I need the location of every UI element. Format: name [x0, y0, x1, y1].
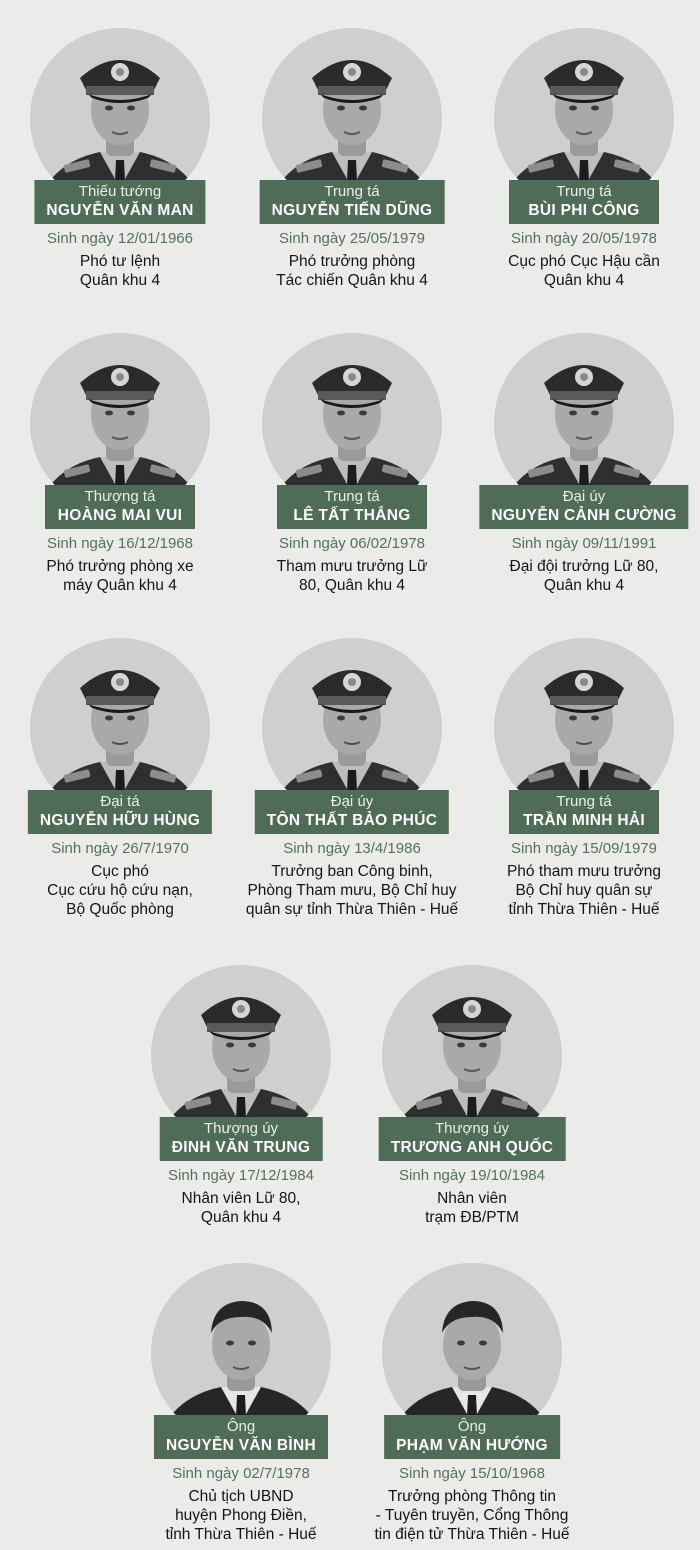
- position-title: Đại đội trưởng Lữ 80, Quân khu 4: [509, 558, 659, 594]
- birth-date: Sinh ngày 13/4/1986: [283, 840, 421, 857]
- nameplate: [509, 180, 659, 224]
- person-name: HOÀNG MAI VUI: [57, 507, 183, 524]
- nameplate: [28, 790, 212, 834]
- birth-date: Sinh ngày 15/10/1968: [399, 1465, 545, 1482]
- birth-date: Sinh ngày 26/7/1970: [51, 840, 189, 857]
- person-name: LÊ TẤT THẮNG: [293, 507, 411, 524]
- person-name: NGUYỄN HỮU HÙNG: [39, 812, 201, 829]
- birth-date: Sinh ngày 06/02/1978: [279, 535, 425, 552]
- nameplate: [45, 485, 195, 529]
- rank-label: Đại úy: [562, 488, 606, 505]
- rank-label: Trung tá: [556, 793, 612, 810]
- birth-date: Sinh ngày 25/05/1979: [279, 230, 425, 247]
- person-card: [362, 1263, 582, 1543]
- rank-label: Trung tá: [324, 183, 380, 200]
- person-card: [474, 333, 694, 613]
- nameplate: [260, 180, 445, 224]
- rank-label: Thượng úy: [203, 1120, 279, 1137]
- person-card: [242, 333, 462, 613]
- position-title: Nhân viên Lữ 80, Quân khu 4: [181, 1190, 301, 1226]
- person-name: NGUYỄN VĂN MAN: [46, 202, 194, 219]
- position-title: Nhân viên trạm ĐB/PTM: [425, 1190, 519, 1226]
- person-name: TRƯƠNG ANH QUỐC: [390, 1139, 554, 1156]
- position-title: Trưởng phòng Thông tin - Tuyên truyền, Cổng Thông tin điện tử Thừa Thiên - Huế: [374, 1488, 570, 1543]
- person-card: [131, 1263, 351, 1543]
- birth-date: Sinh ngày 02/7/1978: [172, 1465, 310, 1482]
- nameplate: [384, 1415, 560, 1459]
- person-name: NGUYỄN TIẾN DŨNG: [271, 202, 433, 219]
- birth-date: Sinh ngày 12/01/1966: [47, 230, 193, 247]
- rank-label: Ông: [226, 1418, 256, 1435]
- rank-label: Thượng úy: [434, 1120, 510, 1137]
- birth-date: Sinh ngày 17/12/1984: [168, 1167, 314, 1184]
- position-title: Tham mưu trưởng Lữ 80, Quân khu 4: [276, 558, 428, 594]
- rank-label: Trung tá: [324, 488, 380, 505]
- position-title: Phó trưởng phòng Tác chiến Quân khu 4: [276, 253, 428, 289]
- birth-date: Sinh ngày 15/09/1979: [511, 840, 657, 857]
- person-name: ĐINH VĂN TRUNG: [171, 1139, 311, 1156]
- nameplate: [277, 485, 427, 529]
- person-name: BÙI PHI CÔNG: [528, 202, 640, 219]
- position-title: Cục phó Cục cứu hộ cứu nạn, Bộ Quốc phòng: [47, 863, 193, 918]
- person-name: NGUYỄN CẢNH CƯỜNG: [491, 507, 677, 524]
- rank-label: Thiếu tướng: [78, 183, 162, 200]
- birth-date: Sinh ngày 16/12/1968: [47, 535, 193, 552]
- person-card: [474, 28, 694, 308]
- nameplate: [379, 1117, 566, 1161]
- position-title: Chủ tịch UBND huyện Phong Điền, tỉnh Thừa Thiên - Huế: [165, 1488, 317, 1543]
- rank-label: Đại tá: [100, 793, 140, 810]
- person-card: [362, 965, 582, 1245]
- birth-date: Sinh ngày 09/11/1991: [511, 535, 657, 552]
- rank-label: Trung tá: [556, 183, 612, 200]
- nameplate: [160, 1117, 323, 1161]
- person-card: [10, 28, 230, 308]
- person-card: [242, 638, 462, 918]
- person-card: [242, 28, 462, 308]
- nameplate: [509, 790, 659, 834]
- nameplate: [34, 180, 205, 224]
- position-title: Phó tham mưu trưởng Bộ Chỉ huy quân sự tỉnh Thừa Thiên - Huế: [506, 863, 662, 918]
- birth-date: Sinh ngày 20/05/1978: [511, 230, 657, 247]
- person-card: [474, 638, 694, 918]
- person-name: TRẦN MINH HẢI: [523, 812, 645, 829]
- position-title: Trưởng ban Công binh, Phòng Tham mưu, Bộ Chỉ huy quân sự tỉnh Thừa Thiên - Huế: [245, 863, 459, 918]
- person-name: TÔN THẤT BẢO PHÚC: [266, 812, 438, 829]
- person-name: PHẠM VĂN HƯỚNG: [396, 1437, 548, 1454]
- nameplate: [154, 1415, 328, 1459]
- rank-label: Thượng tá: [84, 488, 156, 505]
- position-title: Phó trưởng phòng xe máy Quân khu 4: [46, 558, 194, 594]
- person-name: NGUYỄN VĂN BÌNH: [165, 1437, 317, 1454]
- nameplate: [255, 790, 449, 834]
- birth-date: Sinh ngày 19/10/1984: [399, 1167, 545, 1184]
- rank-label: Đại úy: [330, 793, 374, 810]
- person-card: [10, 638, 230, 918]
- nameplate: [479, 485, 688, 529]
- person-card: [10, 333, 230, 613]
- rank-label: Ông: [457, 1418, 487, 1435]
- position-title: Cục phó Cục Hậu cần Quân khu 4: [508, 253, 660, 289]
- position-title: Phó tư lệnh Quân khu 4: [79, 253, 161, 289]
- person-card: [131, 965, 351, 1245]
